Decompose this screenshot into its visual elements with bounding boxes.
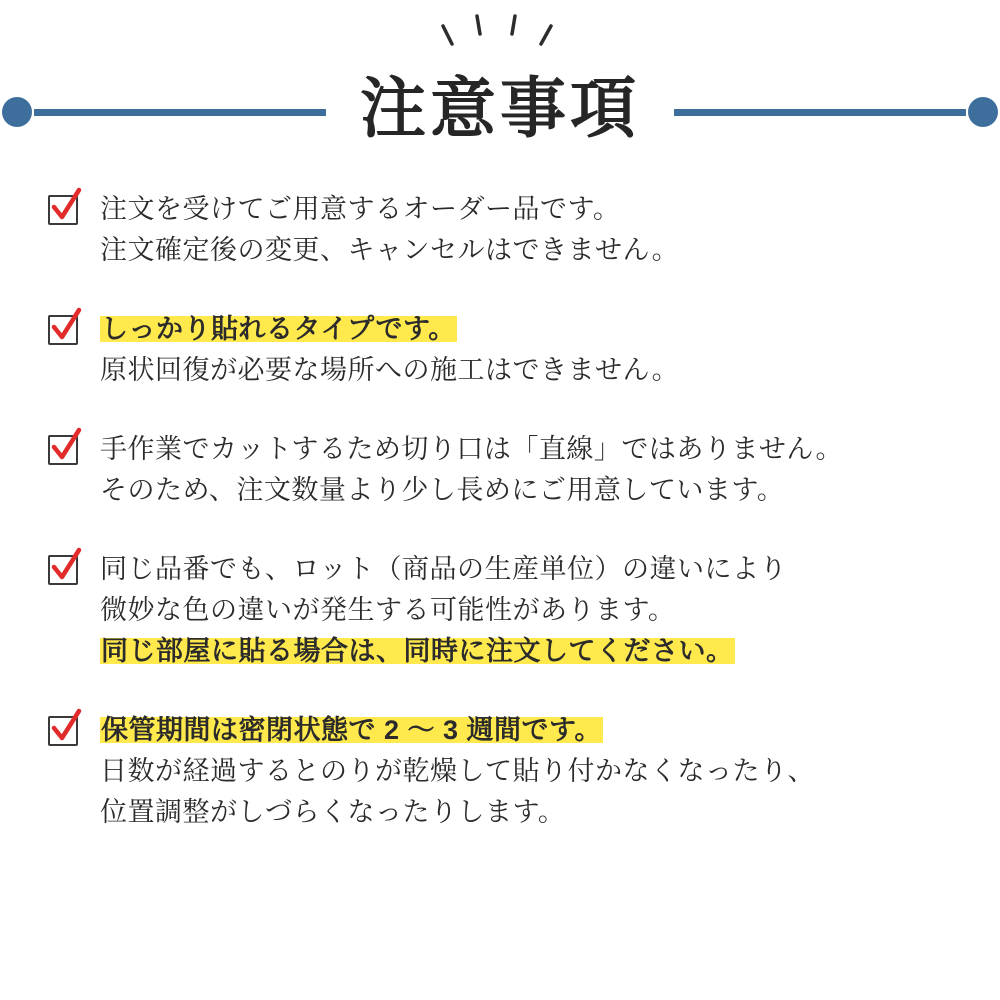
sparkle-burst-icon (0, 14, 1000, 60)
title-rule-row (0, 72, 1000, 152)
note-line: 日数が経過するとのりが乾燥して貼り付かなくなったり、 (100, 756, 815, 787)
list-item-text (100, 429, 960, 511)
checked-checkbox-icon (46, 714, 82, 750)
page-title: 注意事項 (360, 71, 640, 145)
page-header (0, 0, 1000, 175)
note-line: そのため、注文数量より少し長めにご用意しています。 (100, 475, 785, 506)
list-item-text (100, 549, 960, 672)
checked-checkbox-icon (46, 433, 82, 469)
list-item (46, 189, 960, 271)
highlighted-text: しっかり貼れるタイプです。 (101, 314, 456, 345)
list-item (46, 710, 960, 833)
note-line: 微妙な色の違いが発生する可能性があります。 (100, 595, 676, 626)
note-line: 原状回復が必要な場所への施工はできません。 (100, 355, 680, 386)
note-line-highlighted (100, 710, 960, 751)
note-line: 注文を受けてご用意するオーダー品です。 (100, 194, 621, 224)
list-item-text (100, 189, 960, 271)
checked-checkbox-icon (46, 193, 82, 229)
checked-checkbox-icon (46, 313, 82, 349)
highlighted-text: 保管期間は密閉状態で 2 〜 3 週間です。 (101, 715, 602, 746)
list-item (46, 429, 960, 511)
list-item (46, 309, 960, 391)
note-line: 位置調整がしづらくなったりします。 (100, 797, 566, 828)
highlighted-text: 同じ部屋に貼る場合は、同時に注文してください。 (101, 636, 734, 667)
notice-list (0, 189, 1000, 833)
note-line-highlighted (100, 309, 960, 350)
rule-line-right (674, 109, 966, 116)
note-line-highlighted (100, 631, 960, 672)
list-item (46, 549, 960, 672)
rule-line-left (34, 109, 326, 116)
note-line: 手作業でカットするため切り口は「直線」ではありません。 (100, 434, 844, 465)
rule-dot-left (2, 97, 32, 127)
note-line: 同じ品番でも、ロット（商品の生産単位）の違いにより (100, 554, 787, 585)
checked-checkbox-icon (46, 553, 82, 589)
note-line: 注文確定後の変更、キャンセルはできません。 (100, 235, 680, 266)
list-item-text (100, 710, 960, 833)
list-item-text (100, 309, 960, 391)
rule-dot-right (968, 97, 998, 127)
